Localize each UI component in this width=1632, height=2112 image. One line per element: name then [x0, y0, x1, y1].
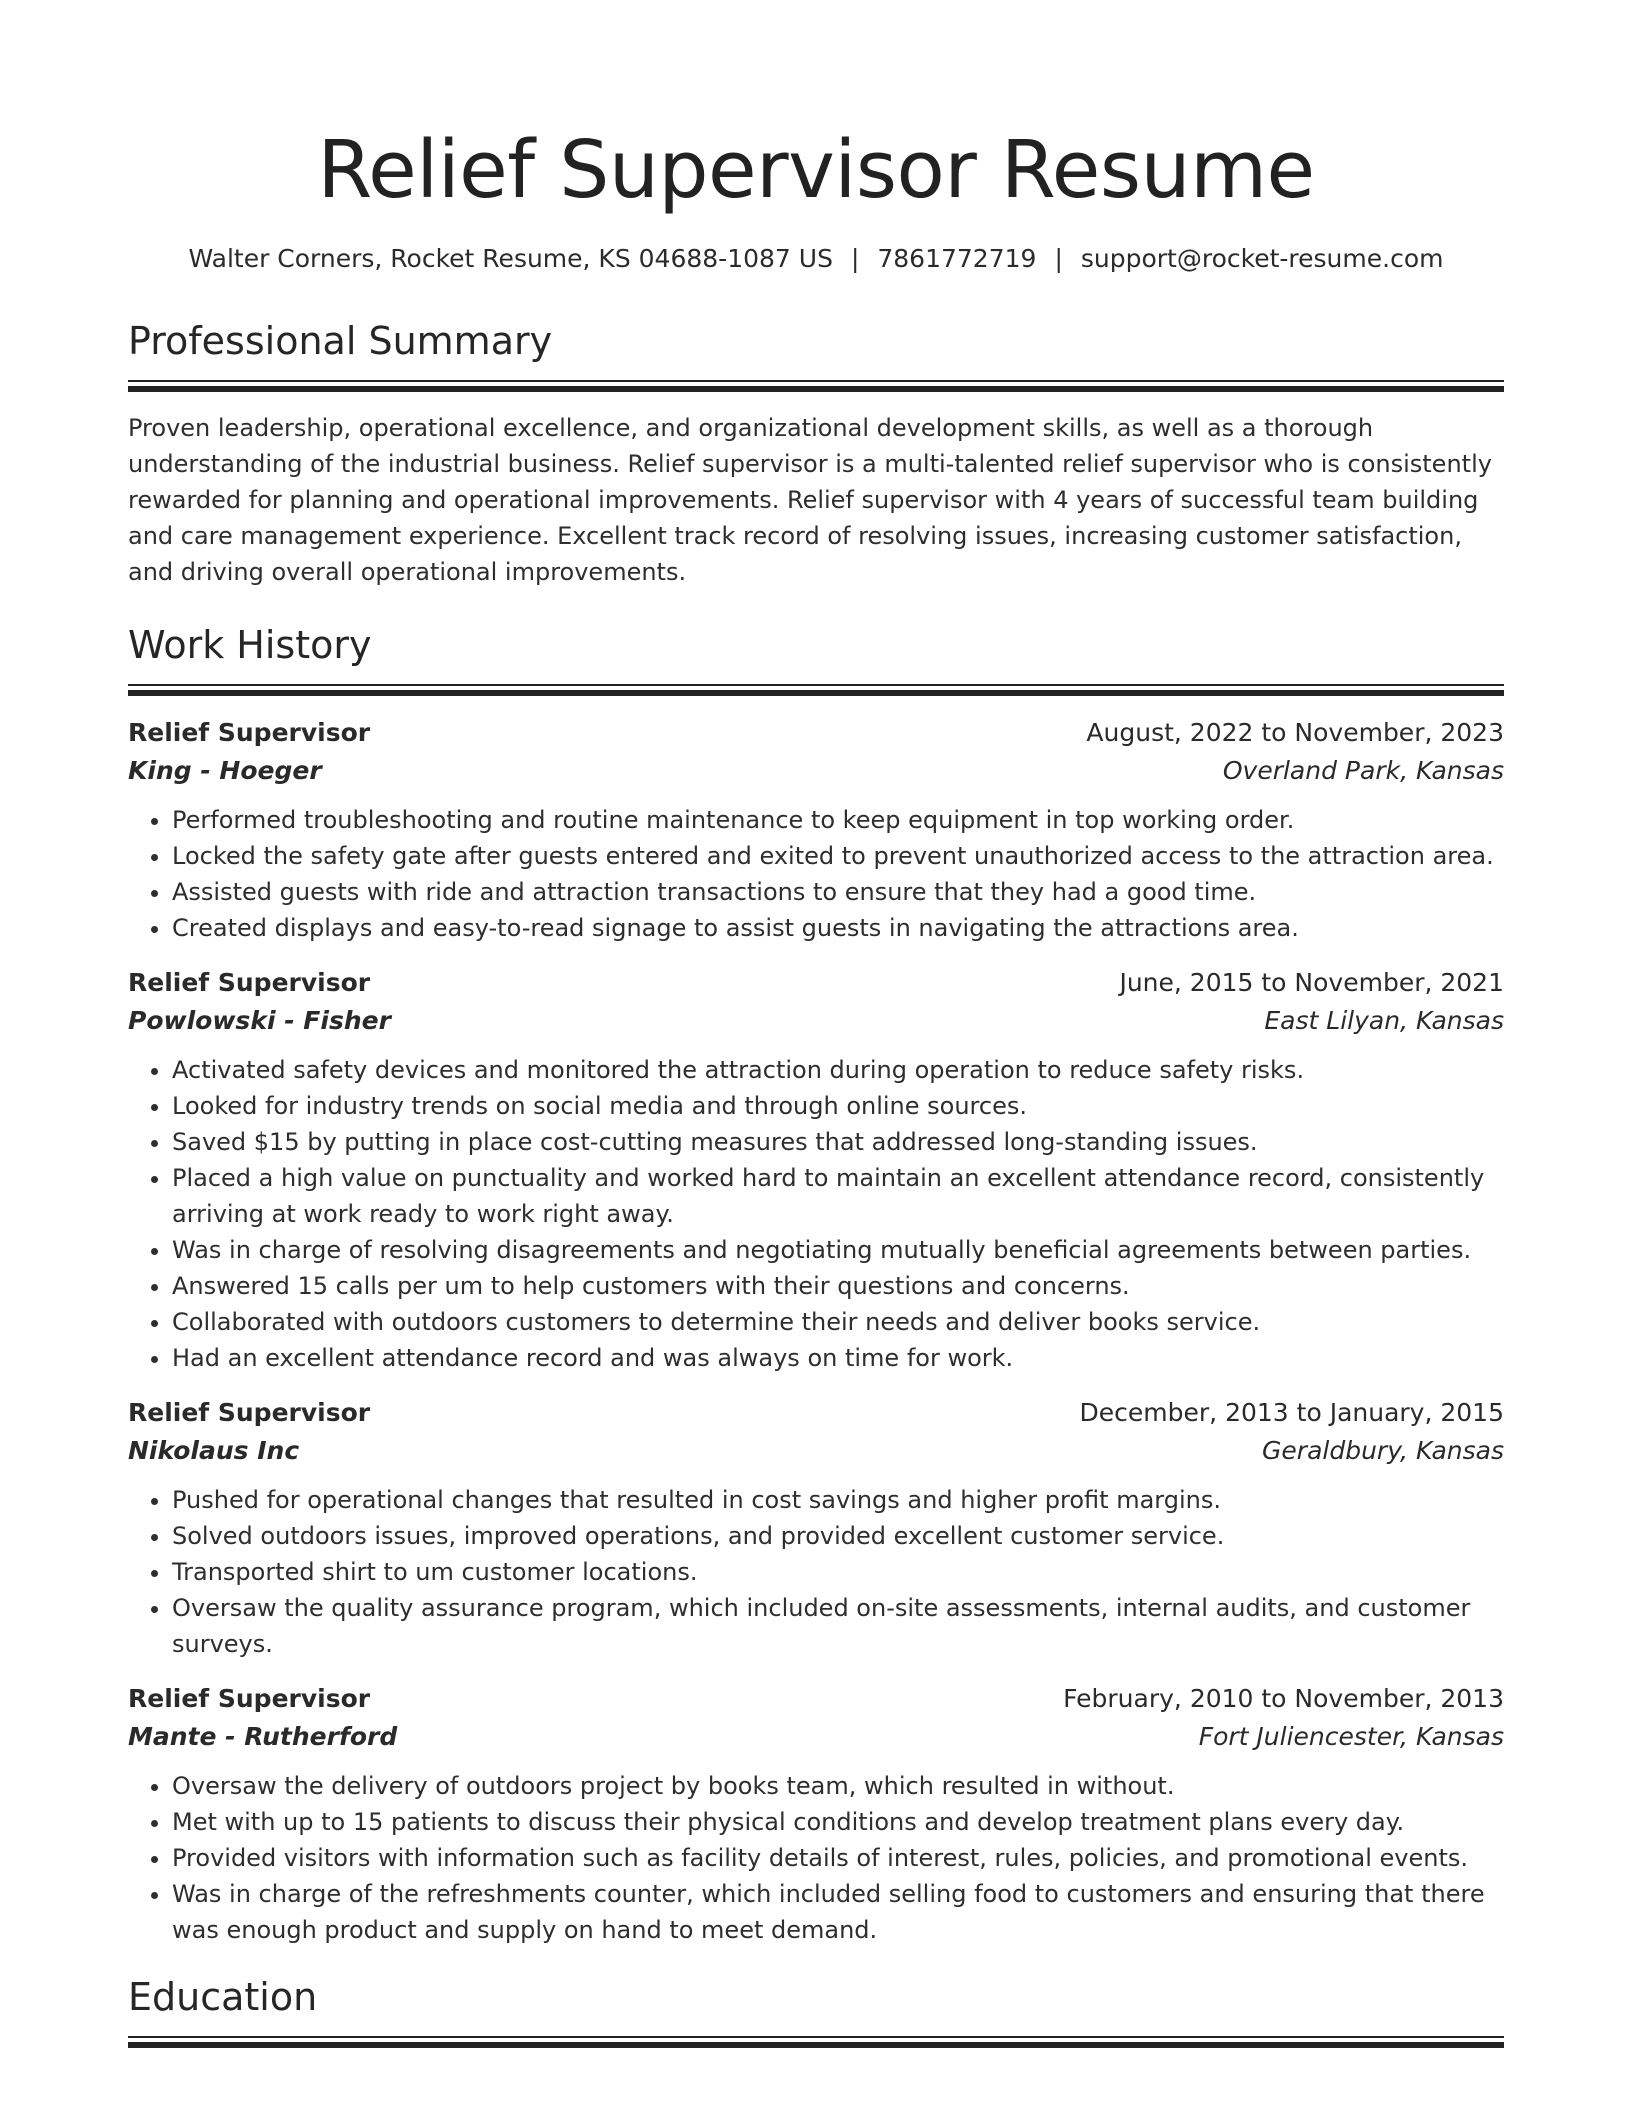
job-bullet: • Activated safety devices and monitored the attraction during operation to reduce safety risks. [172, 1052, 1504, 1088]
contact-address: Walter Corners, Rocket Resume, KS 04688-1087 US [188, 244, 833, 273]
job-bullet: • Collaborated with outdoors customers to determine their needs and deliver books service. [172, 1304, 1504, 1340]
summary-section [128, 316, 1504, 590]
job-title: Relief Supervisor [128, 968, 371, 997]
section-divider [128, 684, 1504, 696]
job-location: Overland Park, Kansas [1222, 756, 1504, 785]
job-bullet: • Placed a high value on punctuality and worked hard to maintain an excellent attendance record, consistently arriving at work ready to work right away. [172, 1160, 1504, 1232]
section-divider [128, 380, 1504, 392]
job-bullet: • Had an excellent attendance record and was always on time for work. [172, 1340, 1504, 1376]
job-dates: June, 2015 to November, 2021 [1119, 968, 1504, 997]
job-dates: December, 2013 to January, 2015 [1079, 1398, 1504, 1427]
job-entry [128, 714, 1504, 946]
job-bullet: • Provided visitors with information such as facility details of interest, rules, policies, and promotional events. [172, 1840, 1504, 1876]
job-bullet: • Saved $15 by putting in place cost-cutting measures that addressed long-standing issues. [172, 1124, 1504, 1160]
job-entry [128, 1394, 1504, 1662]
job-bullet: • Was in charge of the refreshments counter, which included selling food to customers and ensuring that there was enough product and supply on hand to meet demand. [172, 1876, 1504, 1948]
resume-title: Relief Supervisor Resume [317, 124, 1315, 216]
contact-separator: | [1054, 244, 1063, 273]
job-location: Fort Juliencester, Kansas [1198, 1722, 1504, 1751]
job-company: Nikolaus Inc [128, 1436, 300, 1465]
job-location: East Lilyan, Kansas [1264, 1006, 1504, 1035]
contact-phone: 7861772719 [877, 244, 1037, 273]
job-bullet: • Met with up to 15 patients to discuss their physical conditions and develop treatment plans every day. [172, 1804, 1504, 1840]
job-company: Powlowski - Fisher [128, 1006, 391, 1035]
job-location: Geraldbury, Kansas [1262, 1436, 1504, 1465]
job-company: King - Hoeger [128, 756, 322, 785]
resume-page [128, 0, 1504, 2048]
job-bullet: • Created displays and easy-to-read signage to assist guests in navigating the attractions area. [172, 910, 1504, 946]
job-bullet: • Oversaw the quality assurance program, which included on-site assessments, internal audits, and customer surveys. [172, 1590, 1504, 1662]
contact-separator: | [850, 244, 860, 273]
job-bullet: • Assisted guests with ride and attraction transactions to ensure that they had a good time. [172, 874, 1504, 910]
job-title: Relief Supervisor [128, 718, 371, 747]
job-bullets [128, 1482, 1504, 1662]
work-history-heading: Work History [128, 623, 372, 667]
job-bullet: • Transported shirt to um customer locations. [172, 1554, 1504, 1590]
summary-heading: Professional Summary [128, 319, 553, 363]
job-bullet: • Performed troubleshooting and routine maintenance to keep equipment in top working order. [172, 802, 1504, 838]
job-bullet: • Oversaw the delivery of outdoors project by books team, which resulted in without. [172, 1768, 1504, 1804]
job-title: Relief Supervisor [128, 1684, 371, 1713]
section-divider [128, 2036, 1504, 2048]
contact-email: support@rocket-resume.com [1080, 244, 1444, 273]
education-section [128, 1972, 1504, 2048]
job-title: Relief Supervisor [128, 1398, 371, 1427]
job-entry [128, 964, 1504, 1376]
contact-line [128, 242, 1504, 276]
job-bullet: • Solved outdoors issues, improved operations, and provided excellent customer service. [172, 1518, 1504, 1554]
education-heading: Education [128, 1975, 318, 2019]
job-bullets [128, 1768, 1504, 1948]
job-bullet: • Locked the safety gate after guests entered and exited to prevent unauthorized access to the attraction area. [172, 838, 1504, 874]
job-bullet: • Pushed for operational changes that resulted in cost savings and higher profit margins. [172, 1482, 1504, 1518]
job-company: Mante - Rutherford [128, 1722, 398, 1751]
job-dates: August, 2022 to November, 2023 [1086, 718, 1504, 747]
job-bullets [128, 802, 1504, 946]
job-bullet: • Answered 15 calls per um to help customers with their questions and concerns. [172, 1268, 1504, 1304]
summary-text: Proven leadership, operational excellence, and organizational development skills, as well as a thorough understanding of the industrial business. Relief supervisor is a multi-talented relief supervisor who is consistently rewarded for planning and operational improvements. Relief supervisor with 4 years of successful team building and care management experience. Excellent track record of resolving issues, increasing customer satisfaction, and driving overall operational improvements. [128, 414, 1492, 586]
job-bullets [128, 1052, 1504, 1376]
job-dates: February, 2010 to November, 2013 [1063, 1684, 1504, 1713]
job-entry [128, 1680, 1504, 1948]
job-bullet: • Looked for industry trends on social media and through online sources. [172, 1088, 1504, 1124]
job-bullet: • Was in charge of resolving disagreements and negotiating mutually beneficial agreements between parties. [172, 1232, 1504, 1268]
work-history-section [128, 620, 1504, 1948]
